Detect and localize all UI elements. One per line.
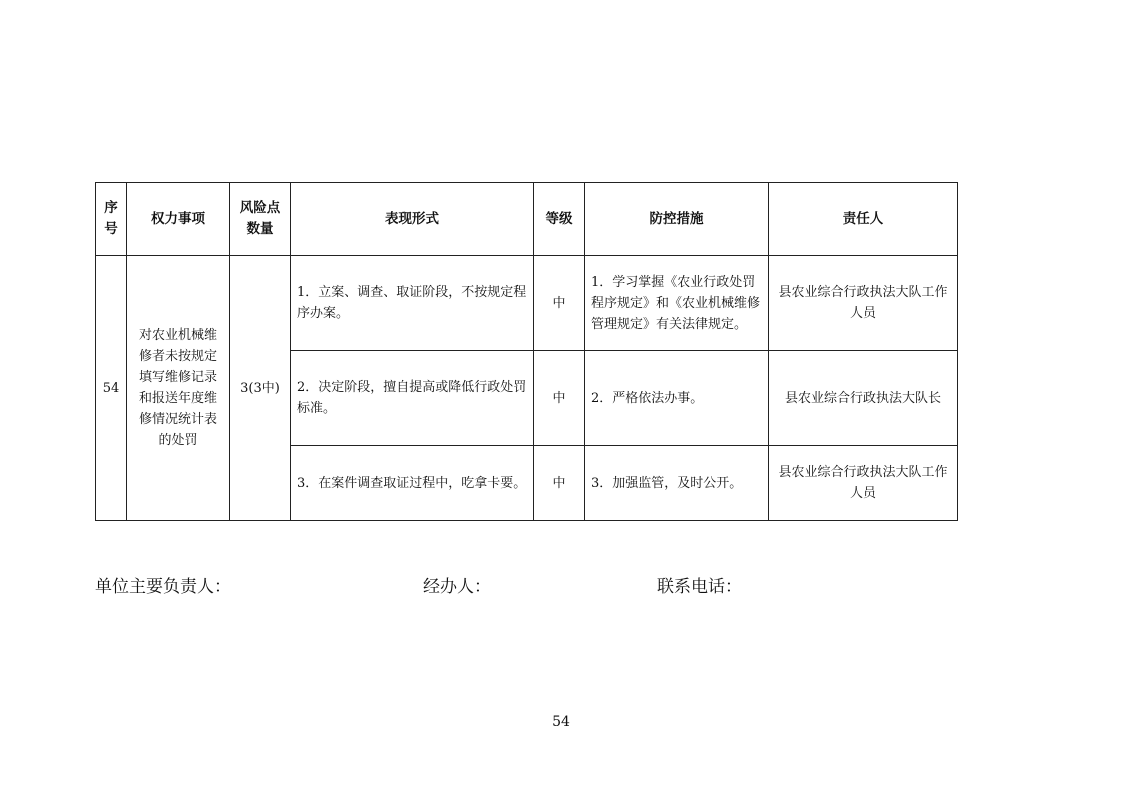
cell-manifestation: 2．决定阶段，擅自提高或降低行政处罚标准。 xyxy=(291,351,534,446)
cell-level: 中 xyxy=(534,446,585,521)
header-measures: 防控措施 xyxy=(585,183,769,256)
header-level: 等级 xyxy=(534,183,585,256)
cell-seq: 54 xyxy=(96,256,127,521)
header-seq: 序号 xyxy=(96,183,127,256)
unit-head-label: 单位主要负责人： xyxy=(95,577,231,597)
header-power-item: 权力事项 xyxy=(127,183,230,256)
page-number: 54 xyxy=(552,714,570,730)
header-manifestation: 表现形式 xyxy=(291,183,534,256)
cell-level: 中 xyxy=(534,256,585,351)
cell-responsible: 县农业综合行政执法大队工作人员 xyxy=(769,256,958,351)
header-risk-count: 风险点数量 xyxy=(230,183,291,256)
cell-responsible: 县农业综合行政执法大队工作人员 xyxy=(769,446,958,521)
phone-label: 联系电话： xyxy=(657,577,742,597)
signature-line xyxy=(0,572,1122,598)
risk-table xyxy=(95,182,958,521)
cell-measure: 3．加强监管，及时公开。 xyxy=(585,446,769,521)
header-responsible: 责任人 xyxy=(769,183,958,256)
cell-manifestation: 3．在案件调查取证过程中，吃拿卡要。 xyxy=(291,446,534,521)
table-header-row xyxy=(96,183,958,256)
handler-label: 经办人： xyxy=(423,577,491,597)
cell-power-item: 对农业机械维修者未按规定填写维修记录和报送年度维修情况统计表的处罚 xyxy=(127,256,230,521)
cell-measure: 2．严格依法办事。 xyxy=(585,351,769,446)
cell-measure: 1．学习掌握《农业行政处罚程序规定》和《农业机械维修管理规定》有关法律规定。 xyxy=(585,256,769,351)
cell-manifestation: 1．立案、调查、取证阶段，不按规定程序办案。 xyxy=(291,256,534,351)
cell-risk-count: 3(3中) xyxy=(230,256,291,521)
cell-responsible: 县农业综合行政执法大队长 xyxy=(769,351,958,446)
table-row xyxy=(96,256,958,351)
cell-level: 中 xyxy=(534,351,585,446)
